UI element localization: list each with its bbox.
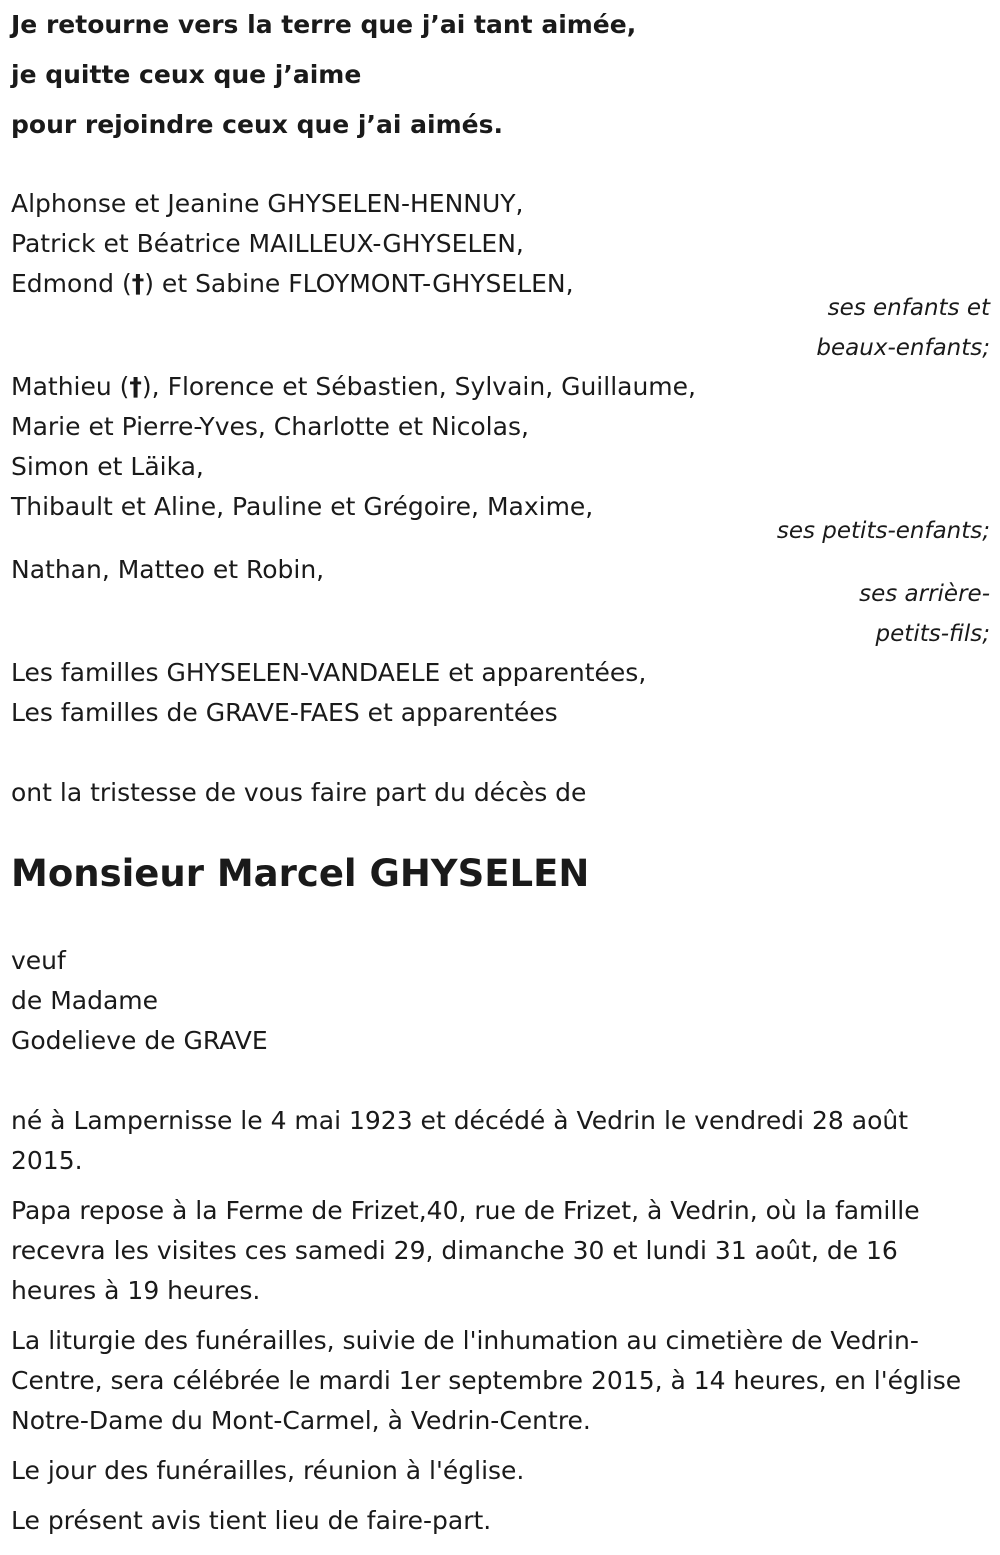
- grandchildren-line-1-end: ), Florence et Sébastien, Sylvain, Guillaume,: [141, 372, 696, 401]
- birth-death-paragraph: né à Lampernisse le 4 mai 1923 et décédé à Vedrin le vendredi 28 août 2015.: [11, 1106, 909, 1175]
- widower-line-3: Godelieve de GRAVE: [11, 1026, 268, 1055]
- grandchildren-line-1: [11, 372, 696, 402]
- poem-line-2: je quitte ceux que j’aime: [11, 60, 362, 89]
- liturgy-paragraph: La liturgie des funérailles, suivie de l'inhumation au cimetière de Vedrin-Centre, sera célébrée le mardi 1er septembre 2015, à 14 heures, en l'église Notre-Dame du Mont-Carmel, à Vedrin-Centre.: [11, 1326, 962, 1435]
- grandchildren-line-1-start: Mathieu (: [11, 372, 130, 401]
- children-line-3: [11, 269, 574, 299]
- notice-paragraph: Le présent avis tient lieu de faire-part.: [11, 1506, 492, 1535]
- cross-icon: †: [129, 372, 142, 401]
- cross-icon: †: [131, 269, 145, 298]
- announcement: ont la tristesse de vous faire part du décès de: [11, 778, 587, 807]
- great-grandchildren-role-line-2: petits-fils;: [875, 621, 990, 647]
- grandchildren-line-3: Simon et Läika,: [11, 452, 204, 481]
- poem-line-3: pour rejoindre ceux que j’ai aimés.: [11, 110, 503, 139]
- visitation-paragraph: Papa repose à la Ferme de Frizet,40, rue de Frizet, à Vedrin, où la famille recevra les visites ces samedi 29, dimanche 30 et lundi 31 août, de 16 heures à 19 heures.: [11, 1196, 920, 1305]
- great-grandchildren-role-line-1: ses arrière-: [859, 581, 990, 607]
- children-line-1: Alphonse et Jeanine GHYSELEN-HENNUY,: [11, 189, 524, 218]
- grandchildren-role: ses petits-enfants;: [776, 518, 990, 544]
- children-line-2: Patrick et Béatrice MAILLEUX-GHYSELEN,: [11, 229, 524, 258]
- great-grandchildren-line-1: Nathan, Matteo et Robin,: [11, 555, 325, 584]
- children-line-3-end: ) et Sabine FLOYMONT-GHYSELEN,: [144, 269, 574, 298]
- children-role-line-2: beaux-enfants;: [816, 335, 990, 361]
- deceased-name: Monsieur Marcel GHYSELEN: [11, 852, 590, 895]
- families-line-2: Les familles de GRAVE-FAES et apparentées: [11, 698, 558, 727]
- grandchildren-line-4: Thibault et Aline, Pauline et Grégoire, Maxime,: [11, 492, 594, 521]
- widower-line-1: veuf: [11, 946, 66, 975]
- families-line-1: Les familles GHYSELEN-VANDAELE et apparentées,: [11, 658, 647, 687]
- children-role-line-1: ses enfants et: [827, 295, 990, 321]
- widower-line-2: de Madame: [11, 986, 159, 1015]
- poem-line-1: Je retourne vers la terre que j’ai tant aimée,: [11, 10, 637, 39]
- grandchildren-line-2: Marie et Pierre-Yves, Charlotte et Nicolas,: [11, 412, 529, 441]
- reunion-paragraph: Le jour des funérailles, réunion à l'église.: [11, 1456, 525, 1485]
- children-line-3-start: Edmond (: [11, 269, 132, 298]
